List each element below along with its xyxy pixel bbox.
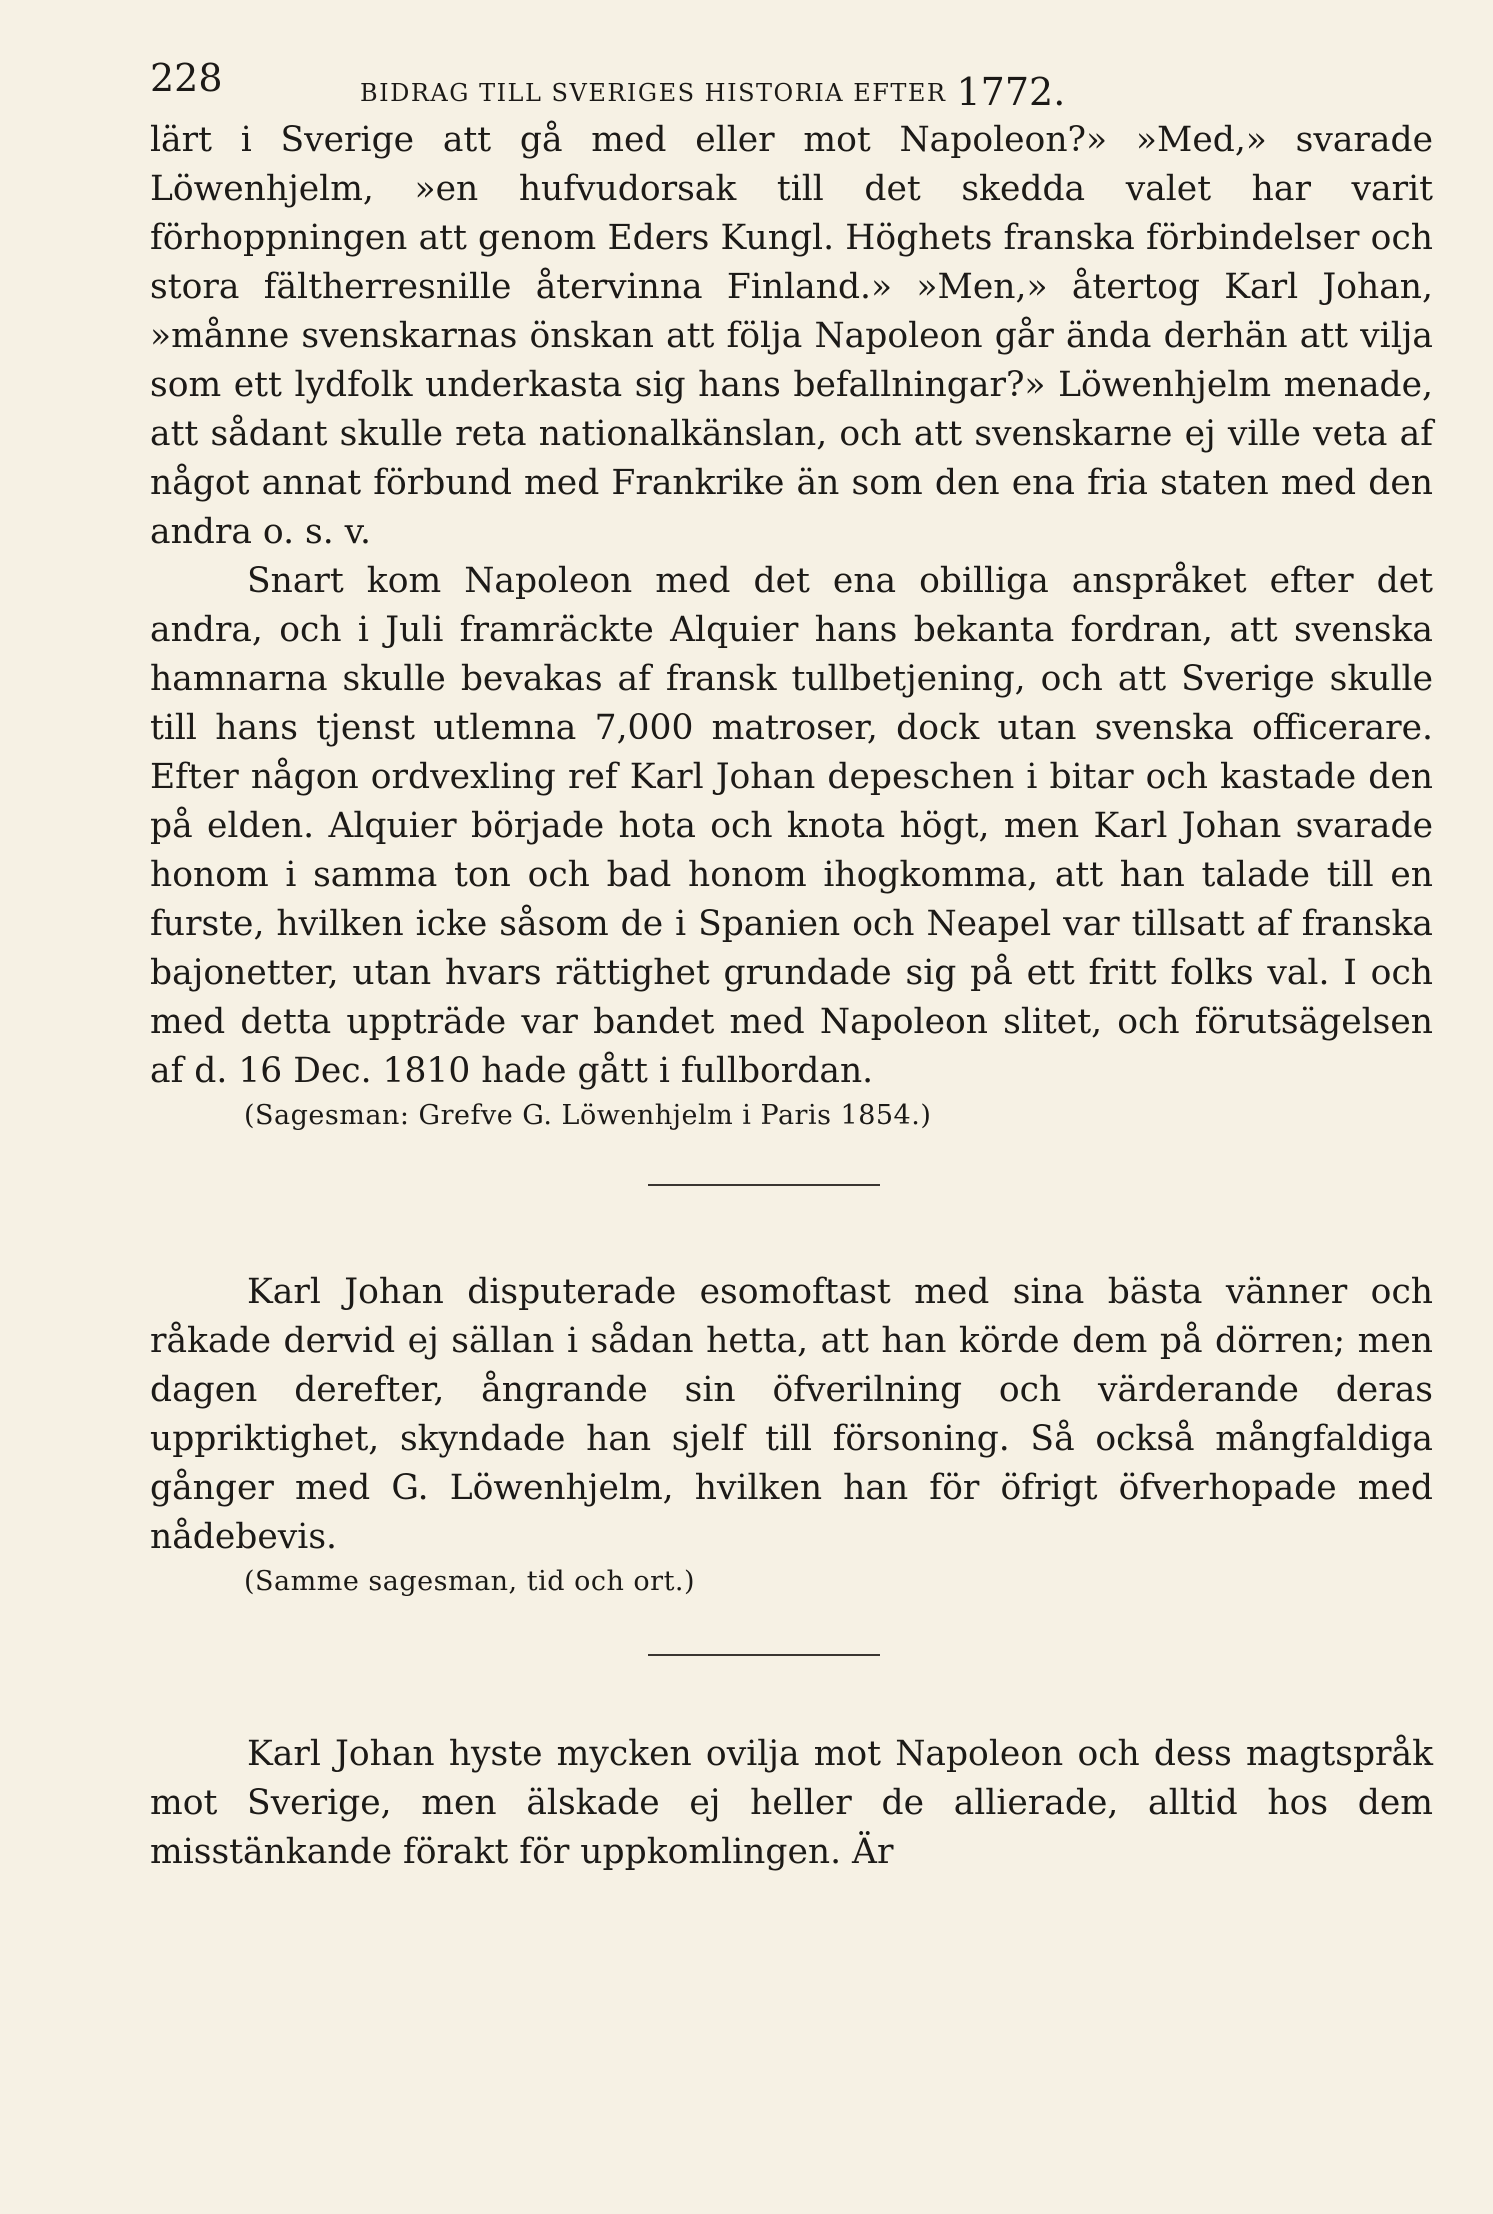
paragraph-continued: lärt i Sverige att gå med eller mot Napoleon?» »Med,» svarade Löwenhjelm, »en hufvudorsak till det skedda valet har varit förhoppningen att genom Eders Kungl. Höghets franska förbindelser och stora fältherresnille återvinna Finland.» »Men,» återtog Karl Johan, »månne svenskarnas önskan att följa Napoleon går ända derhän att vilja som ett lydfolk underkasta sig hans befallningar?» Löwenhjelm menade, att sådant skulle reta nationalkänslan, och att svenskarne ej ville veta af något annat förbund med Frankrike än som den ena fria staten med den andra o. s. v.: [150, 120, 1433, 552]
book-page: [150, 48, 1433, 1877]
page-number: 228: [150, 56, 223, 100]
running-title: BIDRAG TILL SVERIGES HISTORIA EFTER: [360, 79, 947, 107]
paragraph-napoleon-demands: Snart kom Napoleon med det ena obilliga anspråket efter det andra, och i Juli framräckte Alquier hans bekanta fordran, att svenska hamnarna skulle bevakas af fransk tullbetjening, och att Sverige skulle till hans tjenst utlemna 7,000 matroser, dock utan svenska officerare. Efter någon ordvexling ref Karl Johan depeschen i bitar och kastade den på elden. Alquier började hota och knota högt, men Karl Johan svarade honom i samma ton och bad honom ihogkomma, att han talade till en furste, hvilken icke såsom de i Spanien och Neapel var tillsatt af franska bajonetter, utan hvars rättighet grundade sig på ett fritt folks val. I och med detta uppträde var bandet med Napoleon slitet, och förutsägelsen af d. 16 Dec. 1810 hade gått i fullbordan.: [150, 561, 1433, 1091]
source-note: (Sagesman: Grefve G. Löwenhjelm i Paris 1854.): [244, 1100, 932, 1131]
page-header: [150, 48, 1433, 114]
section-divider: [648, 1184, 880, 1186]
source-note: (Samme sagesman, tid och ort.): [244, 1566, 696, 1597]
running-year: 1772.: [956, 70, 1066, 114]
paragraph-disputes: Karl Johan disputerade esomoftast med sina bästa vänner och råkade dervid ej sällan i sådan hetta, att han körde dem på dörren; men dagen derefter, ångrande sin öfverilning och värderande deras uppriktighet, skyndade han sjelf till försoning. Så också mångfaldiga gånger med G. Löwenhjelm, hvilken han för öfrigt öfverhopade med nådebevis.: [150, 1272, 1433, 1557]
running-head: [360, 66, 1066, 114]
paragraph-aversion: Karl Johan hyste mycken ovilja mot Napoleon och dess magtspråk mot Sverige, men älskade ej heller de allierade, alltid hos dem misstänkande förakt för uppkomlingen. Är: [150, 1734, 1433, 1872]
section-divider: [648, 1654, 880, 1656]
